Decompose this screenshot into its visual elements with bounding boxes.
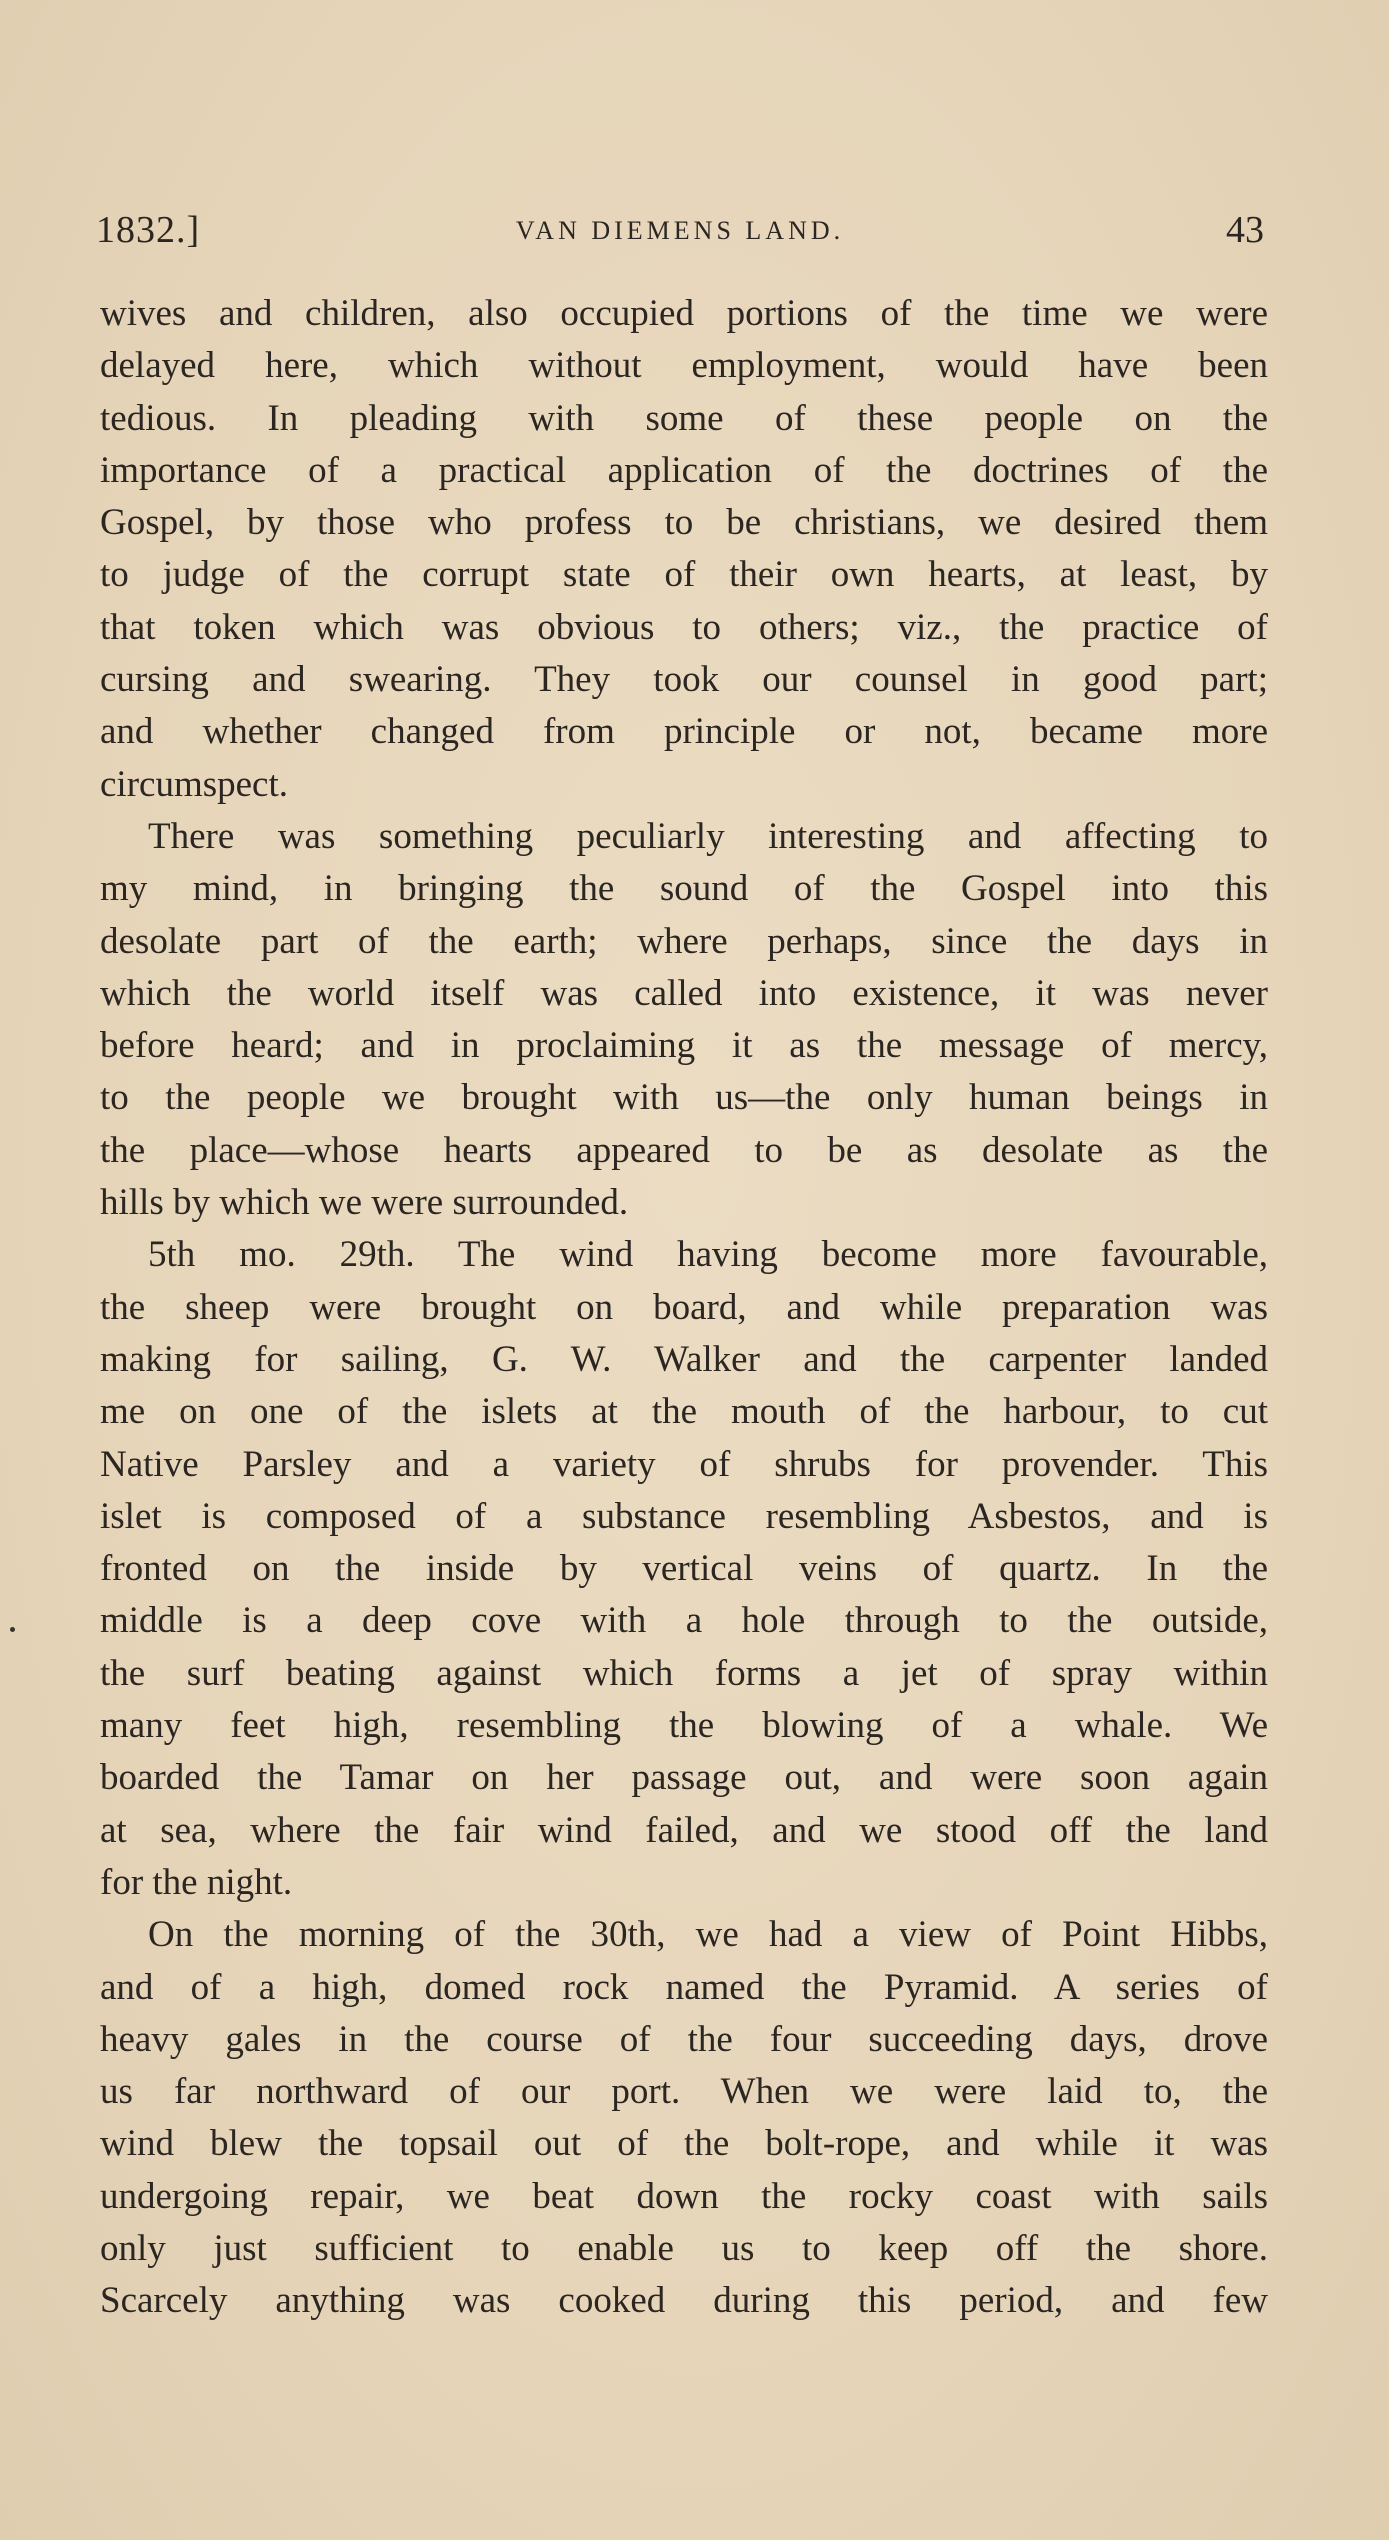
body-text — [100, 288, 1268, 2328]
paragraph-start-line: On the morning of the 30th, we had a view of Point Hibbs, — [148, 1914, 1268, 1956]
text-line: delayed here, which without employment, would have been — [100, 345, 1268, 387]
text-line: my mind, in bringing the sound of the Gospel into this — [100, 868, 1268, 910]
text-line: for the night. — [100, 1861, 293, 1903]
paragraph-start-line: There was something peculiarly interesting and affecting to — [148, 815, 1268, 857]
text-line: Gospel, by those who profess to be christians, we desired them — [100, 502, 1268, 544]
text-line: heavy gales in the course of the four succeeding days, drove — [100, 2018, 1268, 2060]
paragraph-start-line: 5th mo. 29th. The wind having become more favourable, — [148, 1234, 1268, 1276]
text-line: wind blew the topsail out of the bolt-rope, and while it was — [100, 2123, 1268, 2165]
text-line: us far northward of our port. When we were laid to, the — [100, 2071, 1268, 2113]
text-line: to the people we brought with us—the only human beings in — [100, 1077, 1268, 1119]
text-line: boarded the Tamar on her passage out, and were soon again — [100, 1757, 1268, 1799]
header-year: 1832.] — [96, 209, 201, 251]
text-line: hills by which we were surrounded. — [100, 1182, 629, 1224]
text-line: cursing and swearing. They took our counsel in good part; — [100, 659, 1268, 701]
text-line: desolate part of the earth; where perhaps, since the days in — [100, 920, 1268, 962]
text-line: the surf beating against which forms a jet of spray within — [100, 1652, 1268, 1694]
text-line: Native Parsley and a variety of shrubs for provender. This — [100, 1443, 1268, 1485]
text-line: middle is a deep cove with a hole through to the outside, — [100, 1600, 1268, 1642]
text-line: undergoing repair, we beat down the rocky coast with sails — [100, 2175, 1268, 2217]
text-line: and of a high, domed rock named the Pyramid. A series of — [100, 1966, 1268, 2008]
text-line: which the world itself was called into existence, it was never — [100, 972, 1268, 1014]
text-line: me on one of the islets at the mouth of the harbour, to cut — [100, 1391, 1268, 1433]
running-header — [96, 208, 1264, 258]
running-title: VAN DIEMENS LAND. — [515, 216, 845, 245]
text-line: tedious. In pleading with some of these people on the — [100, 397, 1268, 439]
text-line: to judge of the corrupt state of their own hearts, at least, by — [100, 554, 1268, 596]
text-line: making for sailing, G. W. Walker and the carpenter landed — [100, 1338, 1268, 1380]
text-line: that token which was obvious to others; viz., the practice of — [100, 606, 1268, 648]
text-line: fronted on the inside by vertical veins of quartz. In the — [100, 1548, 1268, 1590]
margin-mark — [10, 1627, 15, 1632]
text-line: many feet high, resembling the blowing of a whale. We — [100, 1705, 1268, 1747]
text-line: Scarcely anything was cooked during this period, and few — [100, 2280, 1268, 2322]
text-line: wives and children, also occupied portions of the time we were — [100, 293, 1268, 334]
text-line: the sheep were brought on board, and while preparation was — [100, 1286, 1268, 1328]
text-line: before heard; and in proclaiming it as the message of mercy, — [100, 1025, 1268, 1067]
text-line: the place—whose hearts appeared to be as desolate as the — [100, 1129, 1268, 1171]
text-line: and whether changed from principle or not, became more — [100, 711, 1268, 753]
text-line: only just sufficient to enable us to keep off the shore. — [100, 2227, 1268, 2269]
text-line: at sea, where the fair wind failed, and we stood off the land — [100, 1809, 1268, 1851]
text-line: circumspect. — [100, 763, 288, 805]
text-line: islet is composed of a substance resembling Asbestos, and is — [100, 1495, 1268, 1537]
page-number: 43 — [1226, 209, 1264, 251]
text-line: importance of a practical application of the doctrines of the — [100, 449, 1268, 491]
